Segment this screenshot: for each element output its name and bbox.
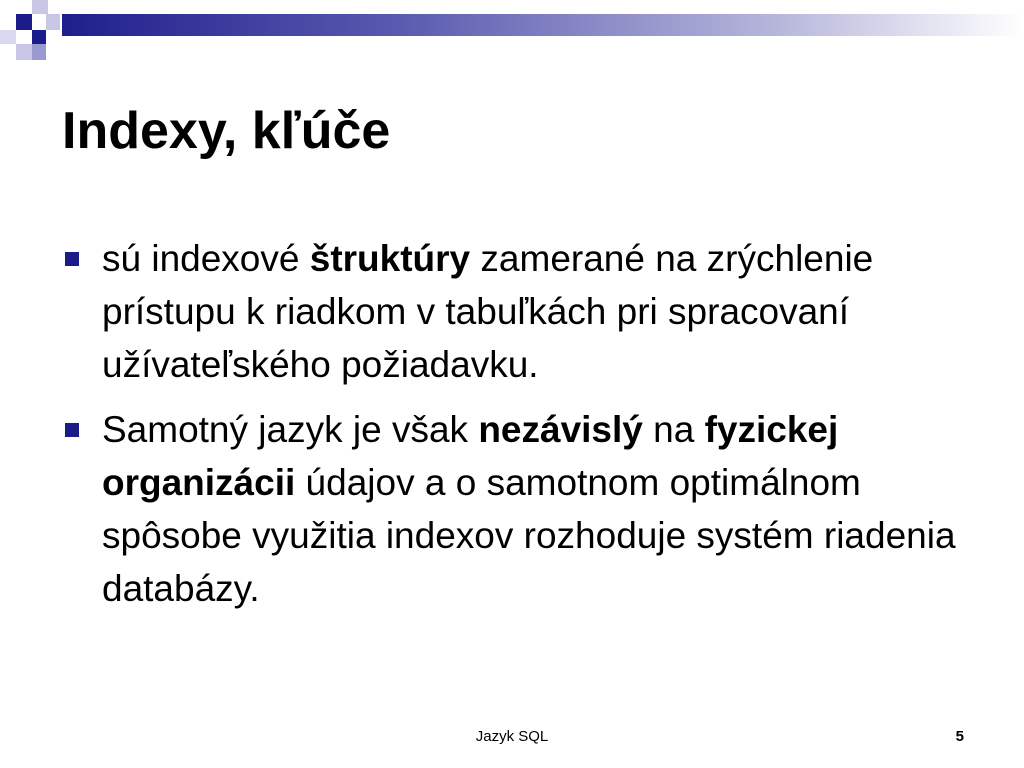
deco-square	[32, 30, 46, 44]
deco-square	[0, 30, 16, 44]
bullet-item	[62, 403, 982, 615]
header-decoration	[0, 0, 1024, 70]
footer-title: Jazyk SQL	[475, 728, 549, 745]
bullet-text-segment: údajov a o samotnom optimálnom spôsobe využitia indexov rozhoduje systém riadenia databázy.	[102, 462, 956, 609]
deco-square	[32, 44, 46, 60]
bullet-text	[102, 403, 982, 615]
bullet-text-segment: Samotný jazyk je však	[102, 409, 479, 450]
slide-title: Indexy, kľúče	[62, 102, 391, 160]
deco-square	[16, 44, 32, 60]
page-number: 5	[955, 728, 964, 745]
bullet-item	[62, 232, 982, 391]
deco-square	[32, 0, 48, 14]
bullet-square-icon	[65, 252, 79, 266]
deco-square	[16, 14, 32, 30]
bullet-text-segment: zamerané na zrýchlenie prístupu k riadkom v tabuľkách pri spracovaní užívateľského požiadavku.	[102, 238, 874, 385]
bullet-text-segment: sú indexové	[102, 238, 310, 279]
bullet-text-bold: štruktúry	[309, 238, 471, 279]
bullet-list	[62, 232, 982, 627]
bullet-text-bold: nezávislý	[478, 409, 643, 450]
bullet-text-bold: fyzickej organizácii	[102, 409, 839, 503]
bullet-text-segment: na	[642, 409, 705, 450]
bullet-square-icon	[65, 423, 79, 437]
header-gradient-bar	[62, 14, 1024, 36]
bullet-text	[102, 232, 982, 391]
deco-square	[46, 14, 60, 30]
